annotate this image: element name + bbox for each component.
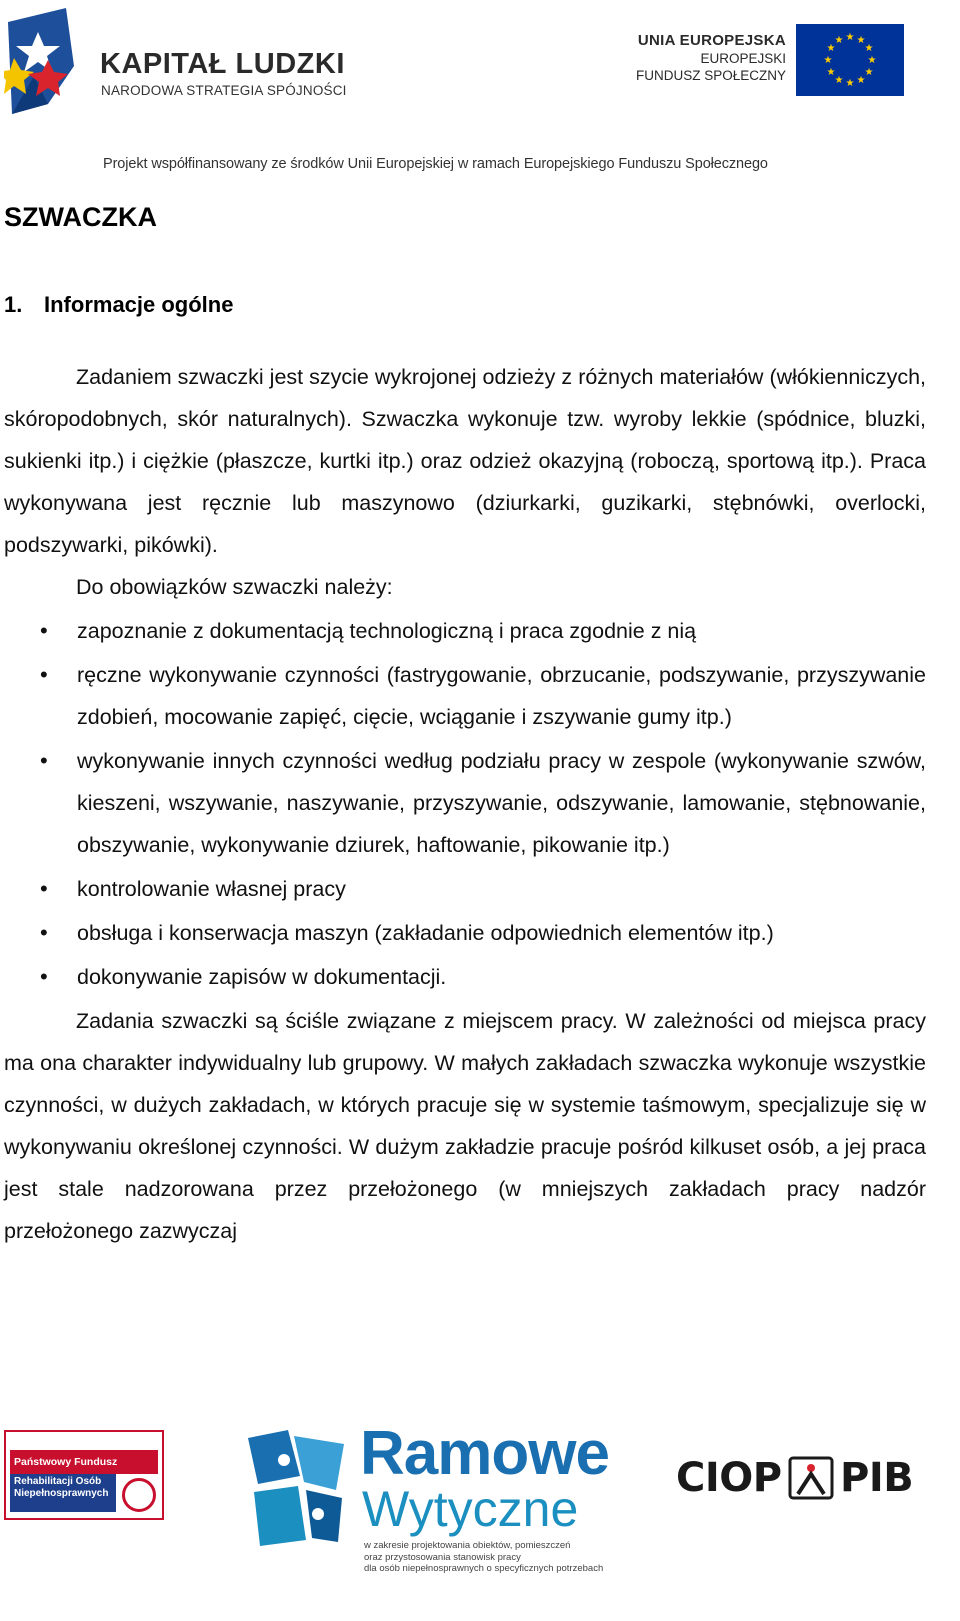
caption-line-3: dla osób niepełnosprawnych o specyficznych potrzebach	[364, 1563, 604, 1574]
duties-list	[4, 610, 926, 998]
bullet-icon: •	[40, 876, 48, 901]
eu-flag-icon	[796, 24, 904, 96]
section-heading	[4, 292, 233, 318]
caption-line-2: oraz przystosowania stanowisk pracy	[364, 1551, 521, 1563]
svg-text:★: ★	[826, 43, 836, 54]
list-item-text: wykonywanie innych czynności według podziału pracy w zespole (wykonywanie szwów, kieszeni, wszywanie, naszywanie, przyszywanie, odszywanie, lamowanie, stębnowanie, obszywanie, wykonywanie dziurek, haftowanie, pikowanie itp.)	[77, 749, 926, 857]
workplace-paragraph: Zadania szwaczki są ściśle związane z miejscem pracy. W zależności od miejsca pracy ma ona charakter indywidualny lub grupowy. W małych zakładach szwaczka wykonuje wszystkie czynności, w dużych zakładach, w których pracuje się w systemie taśmowym, specjalizuje się w wykonywaniu określonej czynności. W dużym zakładzie pracuje pośród kilkuset osób, a jej praca jest stale nadzorowana przez przełożonego (w mniejszych zakładach pracy nadzór przełożonego zazwyczaj	[4, 1009, 926, 1243]
intro-paragraph: Zadaniem szwaczki jest szycie wykrojonej odzieży z różnych materiałów (włókienniczych, skóropodobnych, skór naturalnych). Szwaczka wykonuje tzw. wyroby lekkie (spódnice, bluzki, sukienki itp.) i ciężkie (płaszcze, kurtki itp.) oraz odzież okazyjną (roboczą, sportową itp.). Praca wykonywana jest ręcznie lub maszynowo (dziurkarki, guzikarki, stębnówki, overlocki, podszywarki, pikówki).	[4, 365, 926, 557]
svg-text:★: ★	[845, 32, 855, 43]
list-item-text: dokonywanie zapisów w dokumentacji.	[77, 965, 447, 989]
eu-logo	[632, 22, 904, 100]
pfron-lower-block	[10, 1474, 116, 1512]
svg-text:★: ★	[864, 43, 874, 54]
svg-text:★: ★	[856, 75, 866, 86]
svg-text:★: ★	[845, 78, 855, 89]
pfron-line-1: Państwowy Fundusz	[10, 1450, 158, 1474]
bullet-icon: •	[40, 662, 48, 687]
caption-line-1: w zakresie projektowania obiektów, pomieszczeń	[364, 1540, 571, 1551]
pfron-circle-icon	[122, 1478, 156, 1512]
list-item	[4, 610, 926, 652]
pib-text: PIB	[840, 1455, 914, 1501]
bullet-icon: •	[40, 748, 48, 773]
eu-line-2: EUROPEJSKI	[700, 51, 786, 66]
svg-text:★: ★	[864, 67, 874, 78]
svg-text:★: ★	[834, 75, 844, 86]
eu-logo-text	[636, 32, 786, 84]
document-body	[4, 356, 926, 1252]
svg-text:★: ★	[867, 55, 877, 66]
svg-text:★: ★	[856, 35, 866, 46]
eu-line-1: UNIA EUROPEJSKA	[637, 32, 786, 49]
cofinancing-note: Projekt współfinansowany ze środków Unii Europejskiej w ramach Europejskiego Funduszu Społecznego	[103, 156, 768, 172]
svg-text:★: ★	[834, 35, 844, 46]
bullet-icon: •	[40, 618, 48, 643]
bullet-icon: •	[40, 964, 48, 989]
wytyczne-word: Wytyczne	[362, 1481, 579, 1537]
pfron-line-3: Niepełnosprawnych	[14, 1488, 109, 1499]
ramowe-wytyczne-mark-icon	[248, 1430, 346, 1546]
pfron-logo	[4, 1430, 164, 1520]
kapital-ludzki-title: KAPITAŁ LUDZKI	[100, 48, 345, 80]
kapital-ludzki-star-icon	[4, 6, 86, 116]
duties-lead: Do obowiązków szwaczki należy:	[76, 575, 393, 599]
list-item	[4, 740, 926, 866]
ciop-figure-icon	[788, 1456, 834, 1500]
section-number: 1.	[4, 292, 23, 317]
svg-text:★: ★	[823, 55, 833, 66]
list-item	[4, 912, 926, 954]
list-item	[4, 868, 926, 910]
list-item-text: zapoznanie z dokumentacją technologiczną i praca zgodnie z nią	[77, 619, 697, 643]
kapital-ludzki-logo	[4, 6, 347, 116]
kapital-ludzki-subtitle: NARODOWA STRATEGIA SPÓJNOŚCI	[101, 83, 347, 98]
ramowe-word: Ramowe	[360, 1419, 609, 1488]
document-title: SZWACZKA	[4, 202, 157, 232]
ciop-text: CIOP	[676, 1455, 782, 1501]
list-item-text: obsługa i konserwacja maszyn (zakładanie odpowiednich elementów itp.)	[77, 921, 774, 945]
list-item	[4, 956, 926, 998]
bullet-icon: •	[40, 920, 48, 945]
ramowe-wytyczne-caption	[364, 1540, 603, 1575]
list-item	[4, 654, 926, 738]
pfron-line-2: Rehabilitacji Osób	[14, 1476, 102, 1487]
ciop-pib-logo	[676, 1456, 926, 1500]
list-item-text: kontrolowanie własnej pracy	[77, 877, 346, 901]
ramowe-wytyczne-logo	[248, 1419, 618, 1621]
section-title: Informacje ogólne	[44, 292, 234, 317]
eu-line-3: FUNDUSZ SPOŁECZNY	[635, 68, 786, 83]
svg-text:★: ★	[826, 67, 836, 78]
list-item-text: ręczne wykonywanie czynności (fastrygowanie, obrzucanie, podszywanie, przyszywanie zdobień, mocowanie zapięć, cięcie, wciąganie i zszywanie gumy itp.)	[77, 663, 926, 729]
